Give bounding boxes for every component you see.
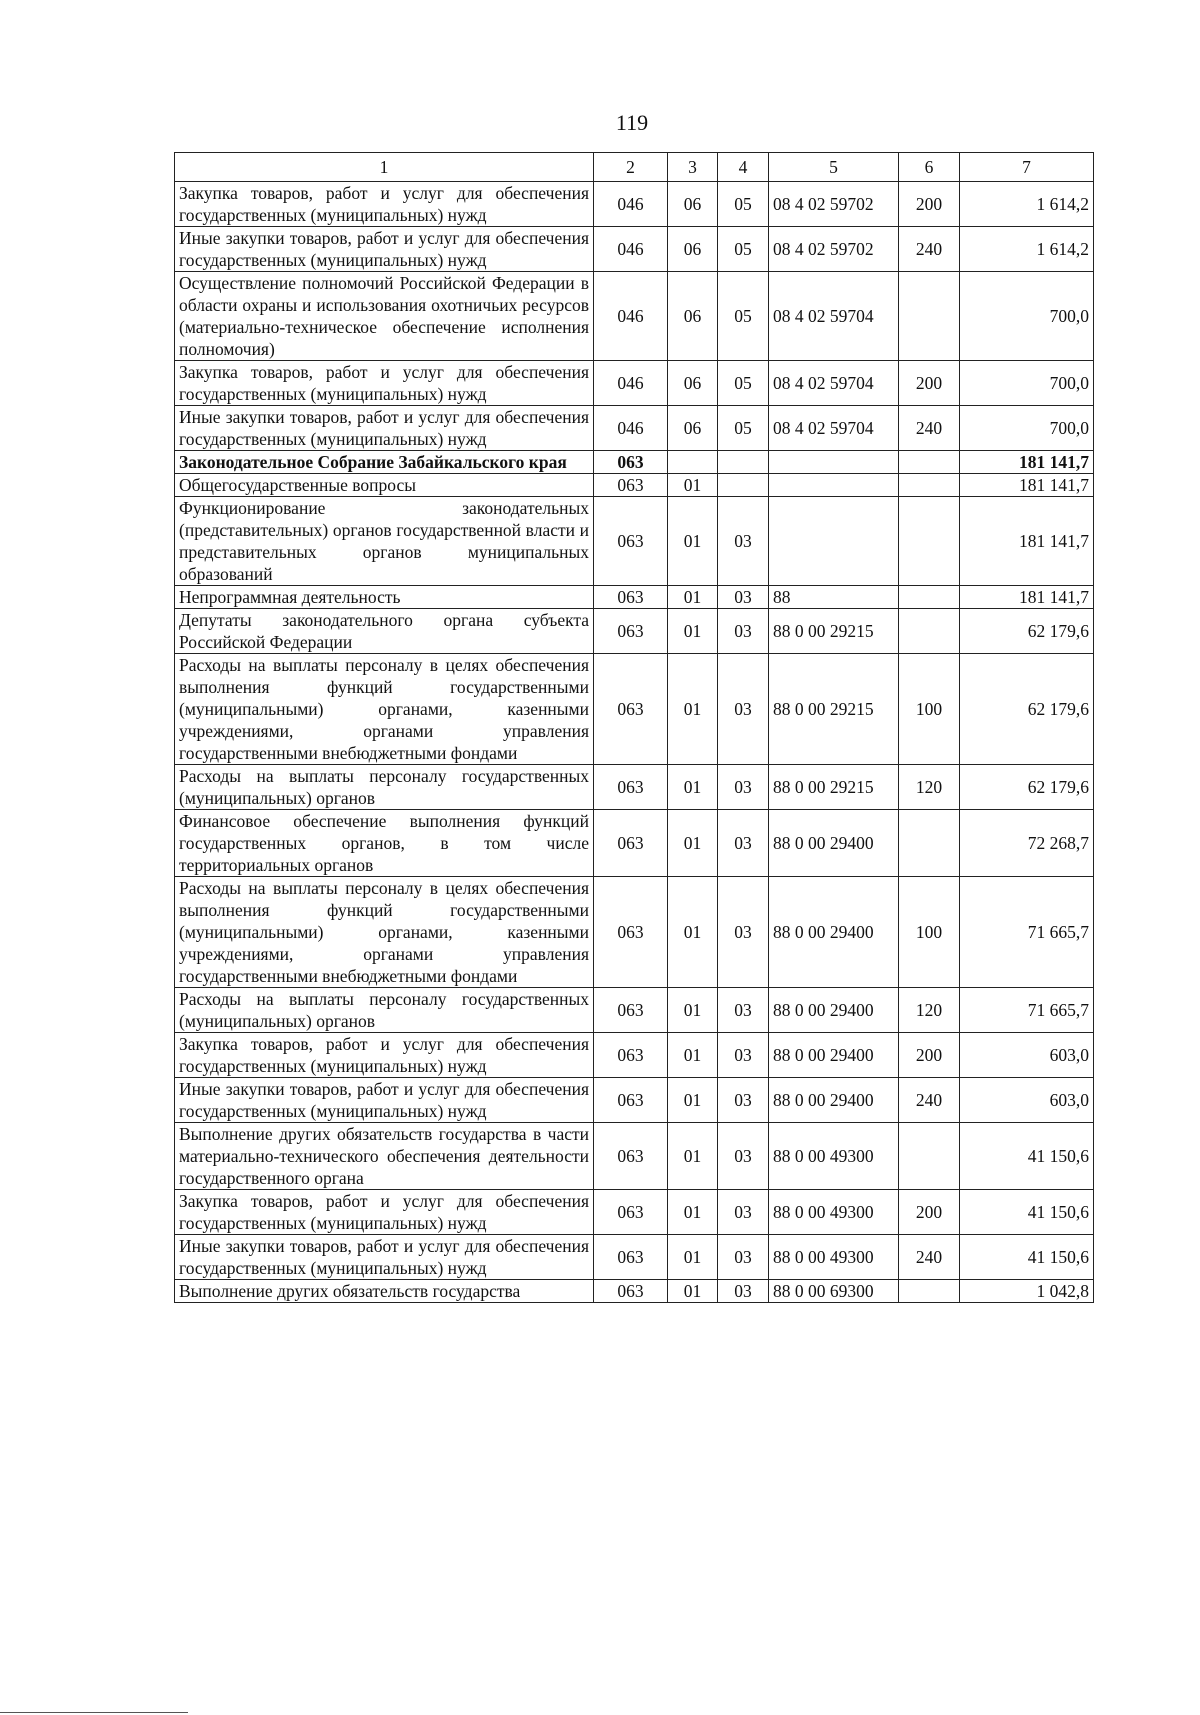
cell-glava: 046	[594, 227, 668, 272]
cell-glava: 063	[594, 1033, 668, 1078]
cell-section: 01	[668, 765, 718, 810]
cell-section: 01	[668, 1280, 718, 1303]
cell-target-article: 88 0 00 49300	[769, 1190, 899, 1235]
cell-expense-type	[899, 1123, 960, 1190]
cell-expense-type	[899, 451, 960, 474]
cell-target-article: 08 4 02 59704	[769, 361, 899, 406]
cell-section: 01	[668, 1123, 718, 1190]
cell-glava: 063	[594, 988, 668, 1033]
cell-name: Иные закупки товаров, работ и услуг для обеспечения государственных (муниципальных) нужд	[175, 1235, 594, 1280]
cell-target-article: 08 4 02 59702	[769, 182, 899, 227]
cell-subsection: 03	[718, 1190, 769, 1235]
cell-glava: 063	[594, 810, 668, 877]
cell-amount: 603,0	[960, 1033, 1094, 1078]
cell-amount: 181 141,7	[960, 451, 1094, 474]
cell-section	[668, 451, 718, 474]
cell-section: 01	[668, 474, 718, 497]
cell-glava: 046	[594, 361, 668, 406]
cell-amount: 700,0	[960, 406, 1094, 451]
cell-amount: 41 150,6	[960, 1190, 1094, 1235]
cell-name: Непрограммная деятельность	[175, 586, 594, 609]
cell-amount: 41 150,6	[960, 1235, 1094, 1280]
cell-section: 01	[668, 988, 718, 1033]
cell-target-article	[769, 474, 899, 497]
cell-target-article	[769, 497, 899, 586]
table-row	[175, 609, 1094, 654]
cell-amount: 71 665,7	[960, 877, 1094, 988]
cell-glava: 063	[594, 654, 668, 765]
cell-name: Расходы на выплаты персоналу в целях обеспечения выполнения функций государственными (муниципальными) органами, казенными учреждениями, органами управления государственными внебюджетными фондами	[175, 877, 594, 988]
column-header: 7	[960, 153, 1094, 182]
cell-section: 01	[668, 497, 718, 586]
cell-amount: 62 179,6	[960, 765, 1094, 810]
cell-amount: 181 141,7	[960, 474, 1094, 497]
cell-section: 01	[668, 1235, 718, 1280]
budget-table	[174, 152, 1094, 1303]
table-row	[175, 1078, 1094, 1123]
cell-amount: 71 665,7	[960, 988, 1094, 1033]
cell-amount: 700,0	[960, 272, 1094, 361]
cell-glava: 063	[594, 877, 668, 988]
cell-amount: 1 614,2	[960, 182, 1094, 227]
cell-expense-type: 240	[899, 227, 960, 272]
cell-name: Иные закупки товаров, работ и услуг для обеспечения государственных (муниципальных) нужд	[175, 227, 594, 272]
cell-expense-type: 200	[899, 1033, 960, 1078]
cell-subsection: 05	[718, 361, 769, 406]
table-row	[175, 227, 1094, 272]
cell-target-article: 08 4 02 59704	[769, 406, 899, 451]
cell-name: Расходы на выплаты персоналу государственных (муниципальных) органов	[175, 765, 594, 810]
table-body	[175, 182, 1094, 1303]
cell-target-article: 88 0 00 29400	[769, 1078, 899, 1123]
cell-subsection	[718, 474, 769, 497]
cell-subsection: 03	[718, 497, 769, 586]
cell-amount: 62 179,6	[960, 609, 1094, 654]
cell-expense-type: 100	[899, 877, 960, 988]
cell-section: 06	[668, 227, 718, 272]
table-row	[175, 988, 1094, 1033]
cell-glava: 063	[594, 609, 668, 654]
cell-subsection: 03	[718, 988, 769, 1033]
footer-divider	[0, 1712, 188, 1713]
cell-glava: 046	[594, 272, 668, 361]
cell-expense-type: 120	[899, 765, 960, 810]
cell-name: Расходы на выплаты персоналу государственных (муниципальных) органов	[175, 988, 594, 1033]
cell-section: 01	[668, 1190, 718, 1235]
cell-glava: 046	[594, 182, 668, 227]
table-row	[175, 361, 1094, 406]
table-row	[175, 586, 1094, 609]
cell-expense-type: 240	[899, 406, 960, 451]
cell-amount: 41 150,6	[960, 1123, 1094, 1190]
cell-subsection: 03	[718, 654, 769, 765]
table-row	[175, 810, 1094, 877]
cell-subsection: 03	[718, 1280, 769, 1303]
table-row	[175, 1280, 1094, 1303]
cell-target-article: 88	[769, 586, 899, 609]
cell-section: 06	[668, 182, 718, 227]
cell-section: 01	[668, 1078, 718, 1123]
cell-expense-type	[899, 609, 960, 654]
cell-amount: 603,0	[960, 1078, 1094, 1123]
cell-section: 06	[668, 406, 718, 451]
cell-name: Выполнение других обязательств государства	[175, 1280, 594, 1303]
cell-subsection: 03	[718, 877, 769, 988]
cell-subsection: 05	[718, 182, 769, 227]
cell-name: Функционирование законодательных (представительных) органов государственной власти и представительных органов муниципальных образований	[175, 497, 594, 586]
cell-target-article: 08 4 02 59702	[769, 227, 899, 272]
table-row	[175, 1190, 1094, 1235]
cell-glava: 063	[594, 1190, 668, 1235]
cell-target-article: 88 0 00 29400	[769, 810, 899, 877]
cell-target-article: 88 0 00 29400	[769, 988, 899, 1033]
cell-expense-type: 200	[899, 182, 960, 227]
cell-glava: 063	[594, 586, 668, 609]
column-header: 1	[175, 153, 594, 182]
cell-section: 01	[668, 877, 718, 988]
cell-expense-type: 200	[899, 361, 960, 406]
cell-subsection: 03	[718, 586, 769, 609]
cell-expense-type: 120	[899, 988, 960, 1033]
cell-amount: 62 179,6	[960, 654, 1094, 765]
cell-expense-type: 100	[899, 654, 960, 765]
cell-expense-type	[899, 474, 960, 497]
cell-name: Осуществление полномочий Российской Федерации в области охраны и использования охотничьих ресурсов (материально-техническое обеспечение исполнения полномочия)	[175, 272, 594, 361]
cell-amount: 181 141,7	[960, 497, 1094, 586]
cell-glava: 063	[594, 474, 668, 497]
cell-target-article: 88 0 00 69300	[769, 1280, 899, 1303]
cell-expense-type	[899, 1280, 960, 1303]
cell-subsection: 03	[718, 1078, 769, 1123]
cell-name: Закупка товаров, работ и услуг для обеспечения государственных (муниципальных) нужд	[175, 1190, 594, 1235]
cell-target-article: 88 0 00 29215	[769, 609, 899, 654]
cell-target-article: 08 4 02 59704	[769, 272, 899, 361]
cell-subsection: 05	[718, 272, 769, 361]
column-header: 4	[718, 153, 769, 182]
cell-expense-type	[899, 497, 960, 586]
cell-expense-type: 200	[899, 1190, 960, 1235]
cell-glava: 063	[594, 451, 668, 474]
cell-expense-type	[899, 272, 960, 361]
cell-subsection: 03	[718, 1033, 769, 1078]
table-row	[175, 474, 1094, 497]
cell-glava: 063	[594, 765, 668, 810]
cell-subsection: 05	[718, 227, 769, 272]
table-row	[175, 497, 1094, 586]
cell-target-article: 88 0 00 49300	[769, 1123, 899, 1190]
cell-name: Расходы на выплаты персоналу в целях обеспечения выполнения функций государственными (муниципальными) органами, казенными учреждениями, органами управления государственными внебюджетными фондами	[175, 654, 594, 765]
cell-target-article: 88 0 00 29400	[769, 1033, 899, 1078]
cell-amount: 72 268,7	[960, 810, 1094, 877]
cell-glava: 063	[594, 1123, 668, 1190]
cell-subsection: 03	[718, 1123, 769, 1190]
table-row	[175, 272, 1094, 361]
cell-expense-type	[899, 586, 960, 609]
table-header-row	[175, 153, 1094, 182]
cell-glava: 063	[594, 497, 668, 586]
cell-target-article: 88 0 00 29215	[769, 654, 899, 765]
column-header: 5	[769, 153, 899, 182]
cell-name: Финансовое обеспечение выполнения функций государственных органов, в том числе территориальных органов	[175, 810, 594, 877]
cell-section: 06	[668, 272, 718, 361]
cell-section: 01	[668, 586, 718, 609]
cell-section: 01	[668, 1033, 718, 1078]
table-row	[175, 765, 1094, 810]
table-row	[175, 877, 1094, 988]
cell-name: Иные закупки товаров, работ и услуг для обеспечения государственных (муниципальных) нужд	[175, 1078, 594, 1123]
table-row	[175, 654, 1094, 765]
cell-target-article: 88 0 00 29215	[769, 765, 899, 810]
cell-name: Общегосударственные вопросы	[175, 474, 594, 497]
table-row	[175, 182, 1094, 227]
cell-expense-type: 240	[899, 1078, 960, 1123]
cell-subsection: 03	[718, 1235, 769, 1280]
cell-subsection: 05	[718, 406, 769, 451]
table-row	[175, 1033, 1094, 1078]
column-header: 2	[594, 153, 668, 182]
cell-name: Иные закупки товаров, работ и услуг для обеспечения государственных (муниципальных) нужд	[175, 406, 594, 451]
cell-name: Депутаты законодательного органа субъекта Российской Федерации	[175, 609, 594, 654]
cell-glava: 063	[594, 1078, 668, 1123]
cell-section: 01	[668, 609, 718, 654]
cell-glava: 063	[594, 1280, 668, 1303]
table-row	[175, 451, 1094, 474]
cell-name: Законодательное Собрание Забайкальского края	[175, 451, 594, 474]
table-row	[175, 406, 1094, 451]
cell-target-article: 88 0 00 29400	[769, 877, 899, 988]
cell-amount: 1 042,8	[960, 1280, 1094, 1303]
cell-section: 06	[668, 361, 718, 406]
column-header: 3	[668, 153, 718, 182]
cell-subsection	[718, 451, 769, 474]
cell-name: Выполнение других обязательств государства в части материально-технического обеспечения деятельности государственного органа	[175, 1123, 594, 1190]
cell-target-article: 88 0 00 49300	[769, 1235, 899, 1280]
cell-expense-type: 240	[899, 1235, 960, 1280]
cell-name: Закупка товаров, работ и услуг для обеспечения государственных (муниципальных) нужд	[175, 1033, 594, 1078]
cell-section: 01	[668, 810, 718, 877]
page-number: 119	[615, 110, 649, 135]
table-row	[175, 1235, 1094, 1280]
cell-subsection: 03	[718, 609, 769, 654]
cell-glava: 063	[594, 1235, 668, 1280]
cell-amount: 1 614,2	[960, 227, 1094, 272]
cell-section: 01	[668, 654, 718, 765]
cell-name: Закупка товаров, работ и услуг для обеспечения государственных (муниципальных) нужд	[175, 361, 594, 406]
column-header: 6	[899, 153, 960, 182]
cell-amount: 700,0	[960, 361, 1094, 406]
cell-subsection: 03	[718, 765, 769, 810]
cell-target-article	[769, 451, 899, 474]
cell-subsection: 03	[718, 810, 769, 877]
cell-expense-type	[899, 810, 960, 877]
cell-glava: 046	[594, 406, 668, 451]
table-row	[175, 1123, 1094, 1190]
cell-name: Закупка товаров, работ и услуг для обеспечения государственных (муниципальных) нужд	[175, 182, 594, 227]
cell-amount: 181 141,7	[960, 586, 1094, 609]
